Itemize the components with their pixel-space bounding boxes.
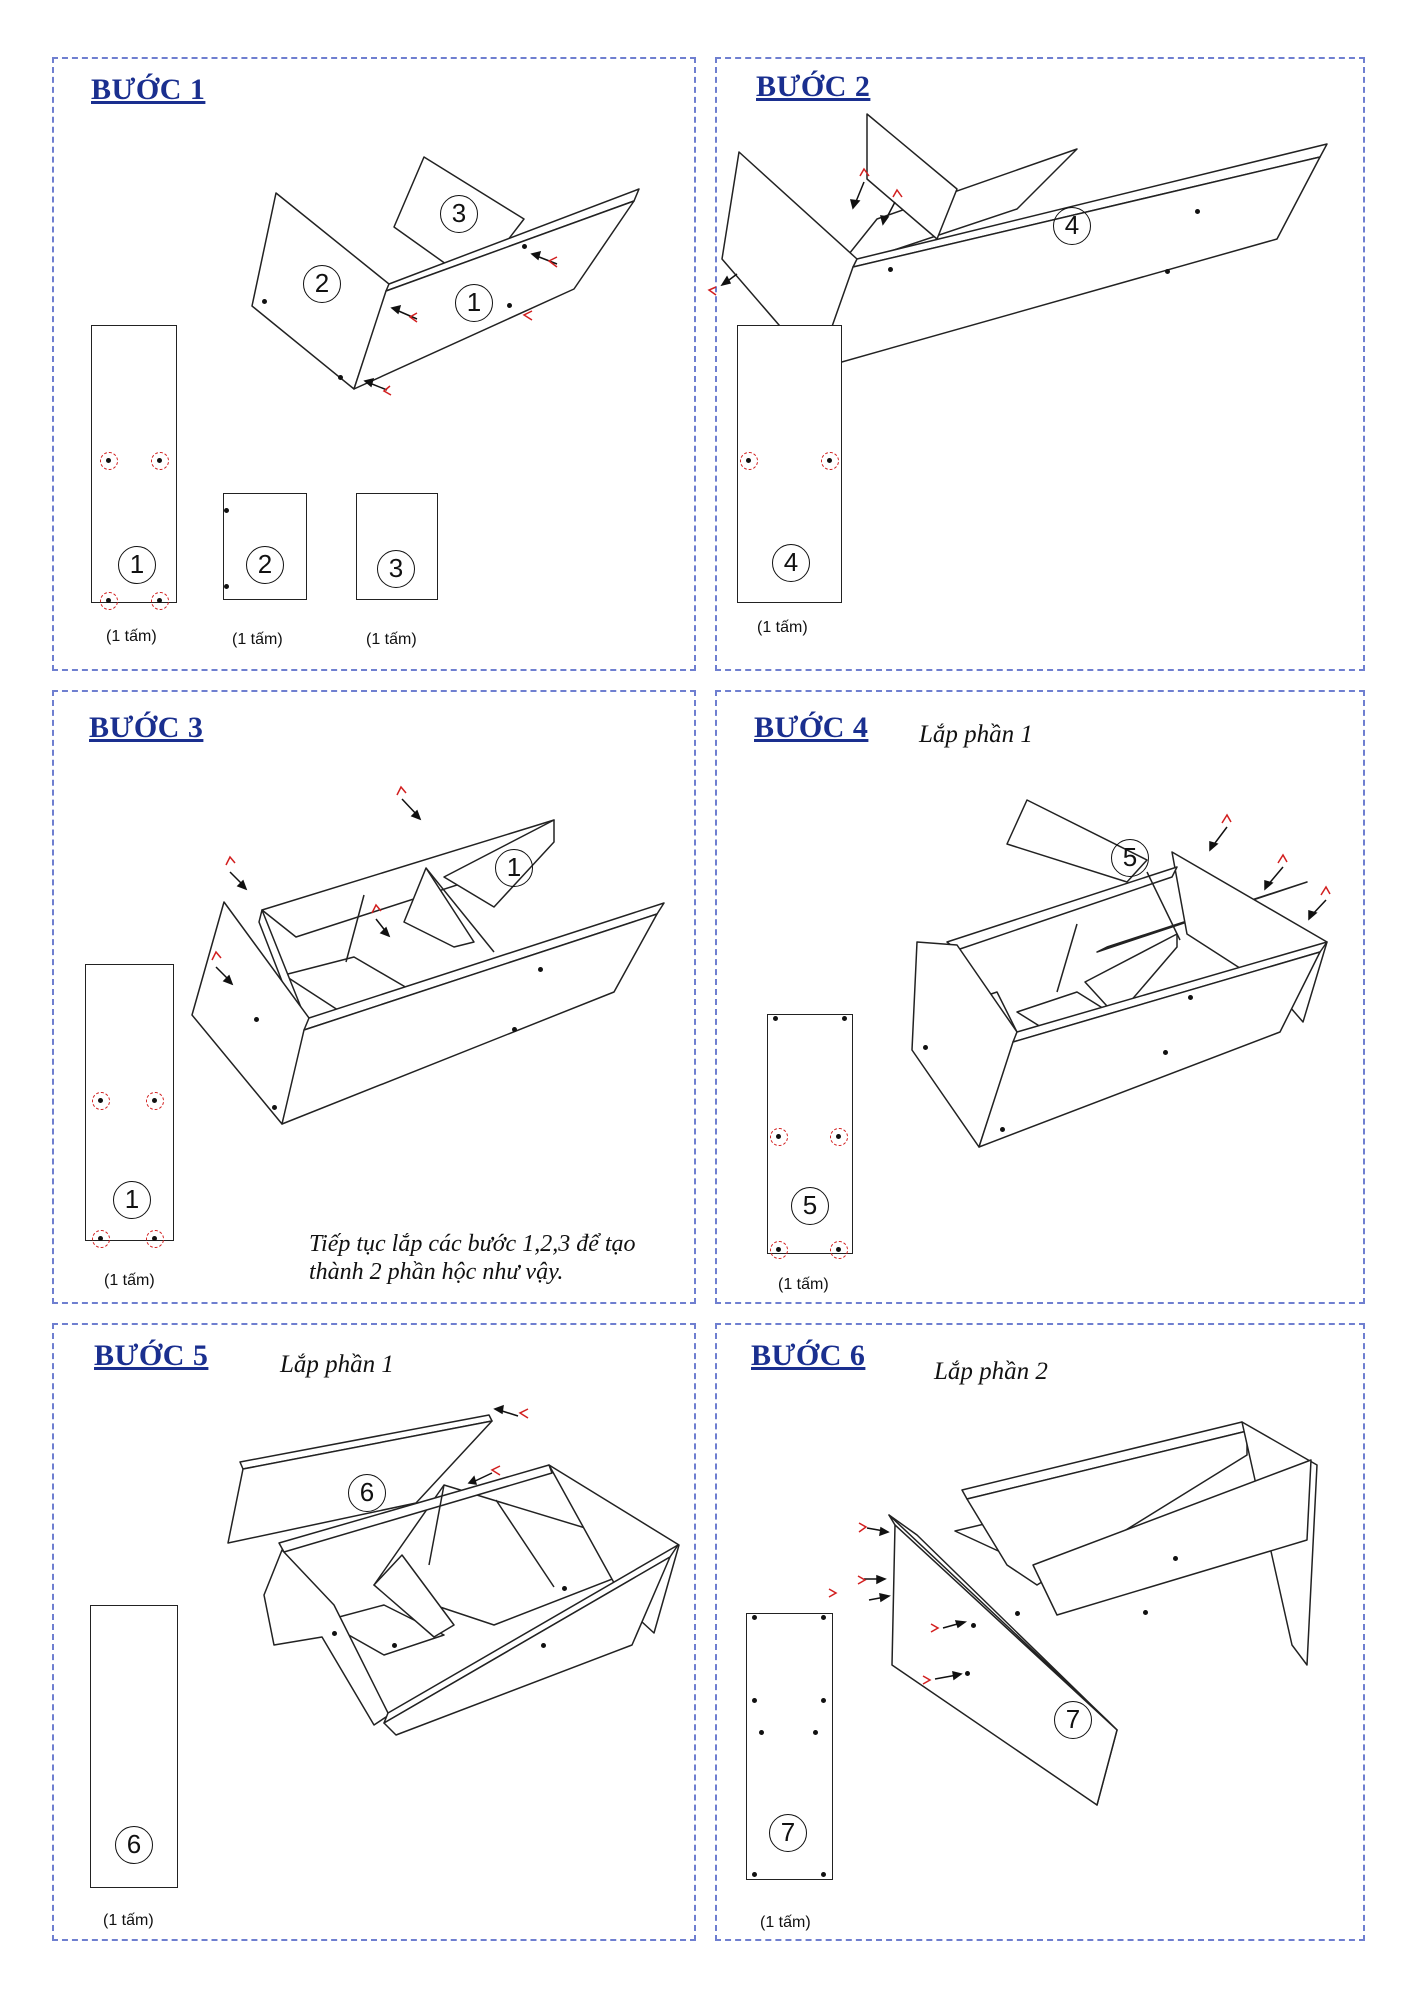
board-1-step3-number: 1 — [113, 1181, 151, 1219]
step-3-note-line-1: Tiếp tục lắp các bước 1,2,3 để tạo — [309, 1231, 636, 1257]
dowel-hole — [821, 1615, 826, 1620]
step-2-title: BƯỚC 2 — [756, 70, 871, 103]
assembly-dowel-hole — [1173, 1556, 1178, 1561]
dowel-hole — [224, 584, 229, 589]
board-3 — [356, 493, 438, 600]
dowel-hole-marker — [151, 592, 169, 610]
step-4-panel — [715, 690, 1365, 1304]
dowel-hole-marker — [770, 1128, 788, 1146]
assembly-dowel-hole — [1195, 209, 1200, 214]
dowel-hole — [752, 1698, 757, 1703]
part-number-7: 7 — [1054, 1701, 1092, 1739]
part-number-1: 1 — [455, 284, 493, 322]
assembly-dowel-hole — [538, 967, 543, 972]
dowel-hole-marker — [146, 1092, 164, 1110]
assembly-dowel-hole — [971, 1623, 976, 1628]
assembly-dowel-hole — [1000, 1127, 1005, 1132]
assembly-dowel-hole — [507, 303, 512, 308]
board-5-quantity: (1 tấm) — [778, 1276, 829, 1293]
board-6-quantity: (1 tấm) — [103, 1912, 154, 1929]
assembly-dowel-hole — [392, 1643, 397, 1648]
assembly-dowel-hole — [1015, 1611, 1020, 1616]
step-5-panel — [52, 1323, 696, 1941]
board-6 — [90, 1605, 178, 1888]
assembly-dowel-hole — [541, 1643, 546, 1648]
dowel-hole-marker — [100, 452, 118, 470]
board-5-number: 5 — [791, 1187, 829, 1225]
part-number-1-step3: 1 — [495, 849, 533, 887]
step-3-note-line-2: thành 2 phần hộc như vậy. — [309, 1259, 564, 1285]
board-2-number: 2 — [246, 546, 284, 584]
part-number-6: 6 — [348, 1474, 386, 1512]
assembly-dowel-hole — [254, 1017, 259, 1022]
step-6-panel — [715, 1323, 1365, 1941]
dowel-hole — [842, 1016, 847, 1021]
assembly-dowel-hole — [965, 1671, 970, 1676]
assembly-dowel-hole — [332, 1631, 337, 1636]
step-6-subtitle: Lắp phần 2 — [934, 1358, 1048, 1385]
dowel-hole — [752, 1615, 757, 1620]
board-3-number: 3 — [377, 550, 415, 588]
step-3-panel — [52, 690, 696, 1304]
part-number-2: 2 — [303, 265, 341, 303]
part-number-4: 4 — [1053, 207, 1091, 245]
board-1-quantity: (1 tấm) — [106, 628, 157, 645]
part-number-3: 3 — [440, 195, 478, 233]
assembly-dowel-hole — [1163, 1050, 1168, 1055]
step-4-subtitle: Lắp phần 1 — [919, 721, 1033, 748]
dowel-hole-marker — [146, 1230, 164, 1248]
board-1 — [91, 325, 177, 603]
dowel-hole-marker — [92, 1092, 110, 1110]
step-3-title: BƯỚC 3 — [89, 711, 204, 744]
board-7 — [746, 1613, 833, 1880]
dowel-hole — [759, 1730, 764, 1735]
board-6-number: 6 — [115, 1826, 153, 1864]
dowel-hole-marker — [92, 1230, 110, 1248]
step-5-subtitle: Lắp phần 1 — [280, 1351, 394, 1378]
board-1-number: 1 — [118, 546, 156, 584]
board-4-number: 4 — [772, 544, 810, 582]
assembly-dowel-hole — [338, 375, 343, 380]
assembly-dowel-hole — [888, 267, 893, 272]
assembly-dowel-hole — [512, 1027, 517, 1032]
dowel-hole — [224, 508, 229, 513]
dowel-hole-marker — [830, 1241, 848, 1259]
board-1-step3-quantity: (1 tấm) — [104, 1272, 155, 1289]
step-5-title: BƯỚC 5 — [94, 1339, 209, 1372]
dowel-hole — [773, 1016, 778, 1021]
board-7-number: 7 — [769, 1814, 807, 1852]
assembly-dowel-hole — [272, 1105, 277, 1110]
dowel-hole-marker — [821, 452, 839, 470]
board-2 — [223, 493, 307, 600]
board-7-quantity: (1 tấm) — [760, 1914, 811, 1931]
assembly-dowel-hole — [262, 299, 267, 304]
step-6-title: BƯỚC 6 — [751, 1339, 866, 1372]
assembly-dowel-hole — [1188, 995, 1193, 1000]
step-1-panel — [52, 57, 696, 671]
step-4-title: BƯỚC 4 — [754, 711, 869, 744]
step-1-title: BƯỚC 1 — [91, 73, 206, 106]
dowel-hole-marker — [100, 592, 118, 610]
assembly-dowel-hole — [562, 1586, 567, 1591]
dowel-hole-marker — [770, 1241, 788, 1259]
dowel-hole — [821, 1872, 826, 1877]
assembly-dowel-hole — [1165, 269, 1170, 274]
step-2-panel — [715, 57, 1365, 671]
board-1-step3 — [85, 964, 174, 1241]
dowel-hole-marker — [151, 452, 169, 470]
assembly-dowel-hole — [522, 244, 527, 249]
dowel-hole-marker — [740, 452, 758, 470]
board-4-quantity: (1 tấm) — [757, 619, 808, 636]
step-3-note — [309, 1230, 636, 1286]
assembly-dowel-hole — [923, 1045, 928, 1050]
board-5 — [767, 1014, 853, 1254]
dowel-hole — [813, 1730, 818, 1735]
dowel-hole — [752, 1872, 757, 1877]
board-2-quantity: (1 tấm) — [232, 631, 283, 648]
dowel-hole — [821, 1698, 826, 1703]
board-4 — [737, 325, 842, 603]
assembly-dowel-hole — [1143, 1610, 1148, 1615]
part-number-5: 5 — [1111, 839, 1149, 877]
dowel-hole-marker — [830, 1128, 848, 1146]
board-3-quantity: (1 tấm) — [366, 631, 417, 648]
